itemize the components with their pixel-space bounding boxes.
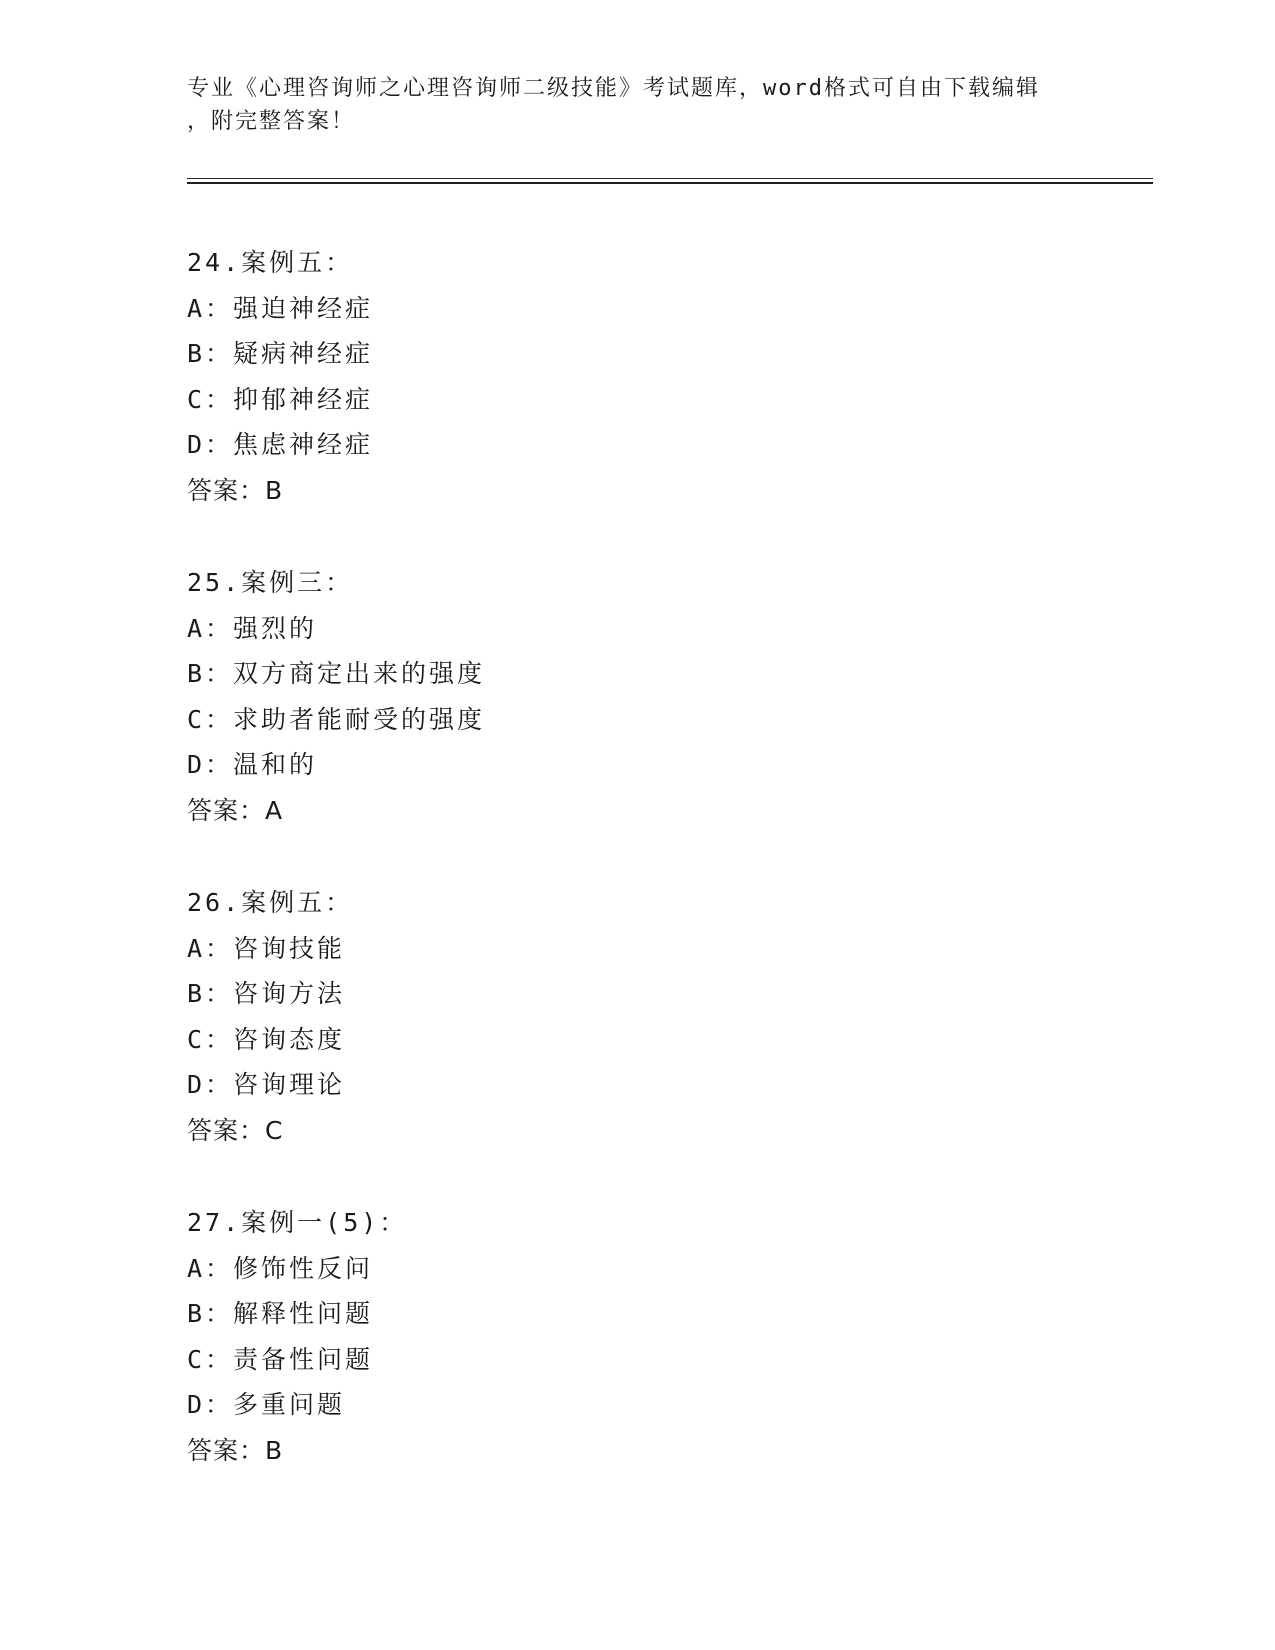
header-line-2: ，附完整答案！ — [187, 109, 356, 134]
document-header — [187, 72, 1087, 138]
question-title: 27.案例一(5)： — [187, 1208, 408, 1237]
question-27 — [187, 1200, 1087, 1520]
question-25 — [187, 560, 1087, 880]
option-d: D：多重问题 — [187, 1390, 346, 1419]
option-a: A：修饰性反问 — [187, 1253, 374, 1283]
header-divider-thick — [187, 182, 1153, 184]
option-a: A：咨询技能 — [187, 933, 346, 963]
option-c: C：责备性问题 — [187, 1344, 374, 1374]
option-c: C：求助者能耐受的强度 — [187, 704, 486, 734]
question-list — [187, 240, 1087, 1520]
option-c: C：咨询态度 — [187, 1024, 346, 1054]
option-d: D：焦虑神经症 — [187, 430, 374, 459]
answer: 答案：A — [187, 795, 284, 825]
question-26 — [187, 880, 1087, 1200]
header-line-1: 专业《心理咨询师之心理咨询师二级技能》考试题库，word格式可自由下载编辑 — [187, 76, 1040, 101]
option-a: A：强烈的 — [187, 613, 318, 643]
answer: 答案：B — [187, 1435, 284, 1465]
question-title: 26.案例五： — [187, 888, 354, 917]
option-c: C：抑郁神经症 — [187, 384, 374, 414]
option-d: D：温和的 — [187, 750, 318, 779]
question-title: 25.案例三： — [187, 568, 354, 597]
answer: 答案：C — [187, 1115, 284, 1145]
header-divider-thin — [187, 178, 1153, 179]
option-b: B：疑病神经症 — [187, 339, 374, 368]
question-title: 24.案例五： — [187, 248, 354, 277]
option-b: B：解释性问题 — [187, 1299, 374, 1328]
answer: 答案：B — [187, 475, 284, 505]
option-d: D：咨询理论 — [187, 1070, 346, 1099]
question-24 — [187, 240, 1087, 560]
option-b: B：双方商定出来的强度 — [187, 659, 486, 688]
option-b: B：咨询方法 — [187, 979, 346, 1008]
option-a: A：强迫神经症 — [187, 293, 374, 323]
